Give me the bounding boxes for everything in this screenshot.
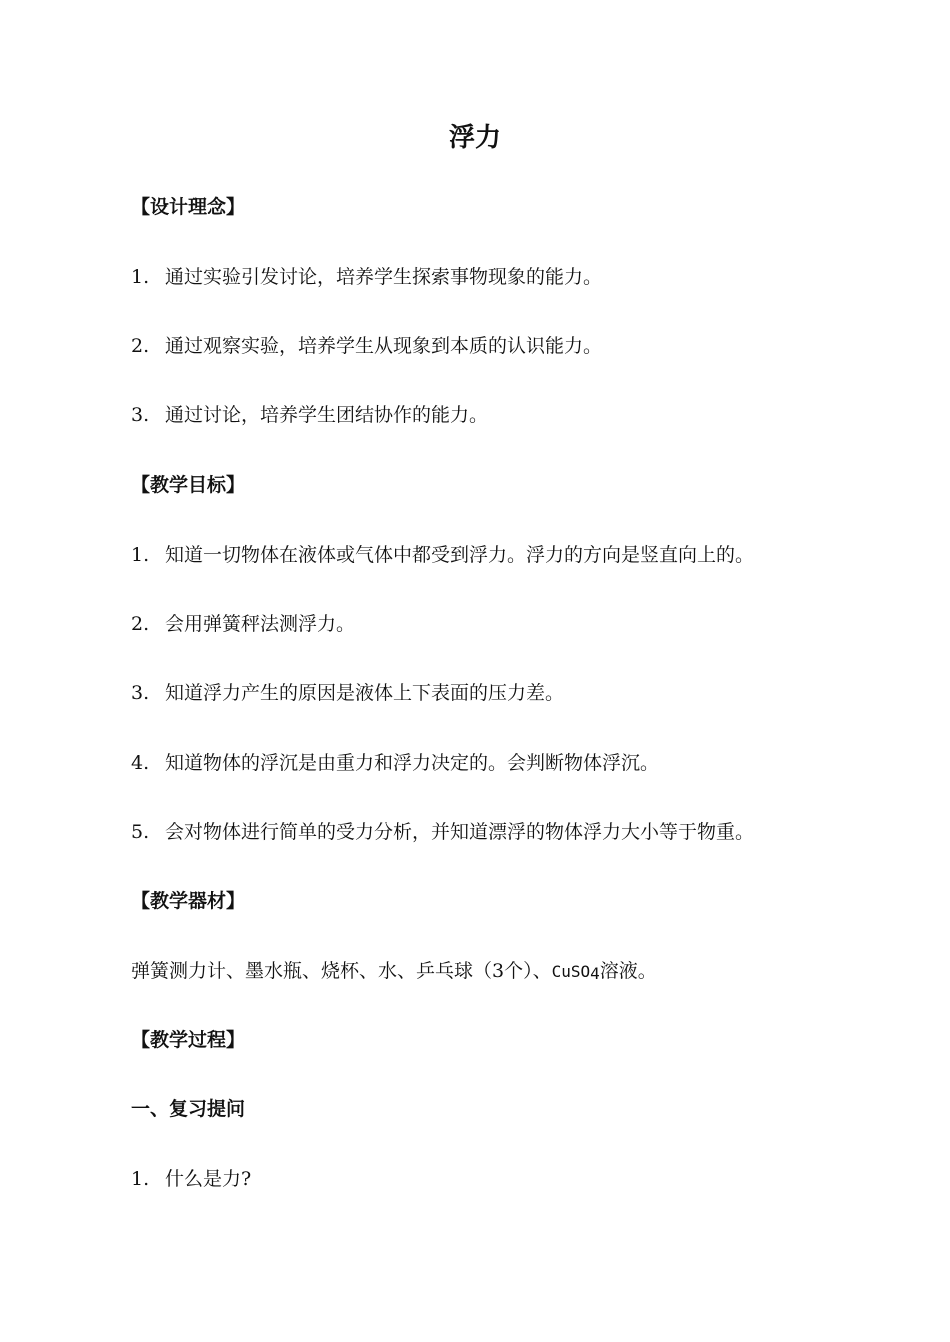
item-number: 4.	[131, 752, 150, 774]
chemical-subscript: 4	[590, 964, 600, 983]
item-number: 1.	[131, 1168, 150, 1190]
section-heading-design: 【设计理念】	[131, 196, 246, 218]
goal-item	[131, 748, 659, 778]
materials-list: 弹簧测力计、墨水瓶、烧杯、水、乒乓球（3个）、	[131, 960, 552, 982]
item-text: 知道浮力产生的原因是液体上下表面的压力差。	[165, 682, 565, 704]
section-heading-process: 【教学过程】	[131, 1029, 246, 1051]
item-text: 会对物体进行简单的受力分析，并知道漂浮的物体浮力大小等于物重。	[165, 821, 755, 843]
item-text: 知道一切物体在液体或气体中都受到浮力。浮力的方向是竖直向上的。	[165, 544, 755, 566]
item-number: 2.	[131, 335, 150, 357]
goal-item	[131, 540, 754, 570]
page-title: 浮力	[448, 123, 501, 153]
item-number: 3.	[131, 404, 150, 426]
item-text: 通过观察实验，培养学生从现象到本质的认识能力。	[165, 335, 603, 357]
process-subheading: 一、复习提问	[131, 1098, 246, 1120]
goal-item	[131, 609, 355, 639]
goal-item	[131, 817, 754, 847]
item-number: 3.	[131, 682, 150, 704]
chemical-formula: CuSO	[551, 962, 591, 981]
goal-item	[131, 678, 564, 708]
section-heading-materials: 【教学器材】	[131, 890, 246, 912]
design-item	[131, 331, 602, 361]
design-item	[131, 262, 602, 292]
item-text: 通过讨论，培养学生团结协作的能力。	[165, 404, 489, 426]
item-text: 什么是力?	[165, 1168, 252, 1190]
item-text: 知道物体的浮沉是由重力和浮力决定的。会判断物体浮沉。	[165, 752, 660, 774]
process-item	[131, 1164, 251, 1194]
materials-suffix: 溶液。	[599, 960, 657, 982]
item-text: 会用弹簧秤法测浮力。	[165, 613, 356, 635]
item-number: 2.	[131, 613, 150, 635]
design-item	[131, 400, 488, 430]
item-number: 1.	[131, 266, 150, 288]
item-text: 通过实验引发讨论，培养学生探索事物现象的能力。	[165, 266, 603, 288]
item-number: 5.	[131, 821, 150, 843]
section-heading-goals: 【教学目标】	[131, 474, 246, 496]
materials-text	[131, 956, 657, 989]
item-number: 1.	[131, 544, 150, 566]
